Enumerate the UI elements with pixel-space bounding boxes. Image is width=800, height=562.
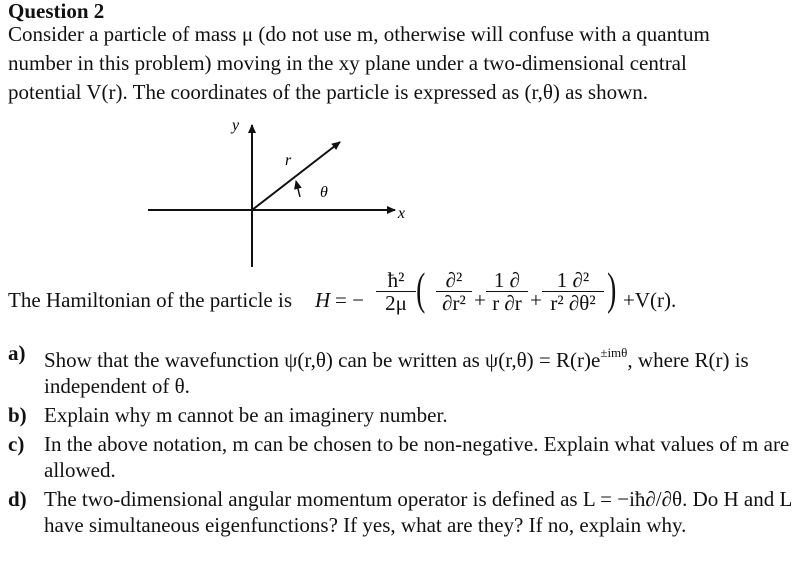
right-paren: ) [607, 263, 617, 314]
question-intro [8, 20, 783, 107]
question-title: Question 2 [8, 0, 105, 23]
coefficient-denominator: 2μ [385, 291, 407, 315]
question-item-b [8, 402, 793, 428]
item-text: Show that the wavefunction ψ(r,θ) can be written as ψ(r,θ) = R(r)e [44, 348, 601, 372]
question-items [8, 340, 793, 541]
hamiltonian-equation [8, 263, 788, 338]
radial-first-derivative [486, 270, 528, 313]
plus-sign: + [530, 288, 542, 312]
r-label: r [285, 152, 292, 169]
potential-term: +V(r). [623, 288, 677, 312]
hamiltonian-lead: The Hamiltonian of the particle is [8, 288, 292, 312]
exponent: ±imθ [600, 345, 628, 360]
term1-numerator: ∂² [445, 268, 463, 292]
item-label: b) [8, 403, 27, 427]
intro-line: potential V(r). The coordinates of the particle is expressed as (r,θ) as shown. [8, 80, 648, 104]
question-item-d [8, 486, 793, 538]
hamiltonian-h: H [315, 288, 331, 312]
item-label: a) [8, 341, 26, 365]
item-label: c) [8, 432, 25, 456]
plus-sign: + [474, 288, 486, 312]
term3-denominator: r² ∂θ² [550, 291, 596, 315]
item-label: d) [8, 487, 27, 511]
radial-second-derivative [436, 270, 472, 313]
left-paren: ( [416, 263, 426, 314]
theta-arrow [296, 181, 300, 197]
term2-denominator: r ∂r [492, 291, 522, 315]
theta-label: θ [320, 184, 328, 201]
question-item-c [8, 431, 793, 483]
term3-numerator: 1 ∂² [556, 268, 590, 292]
hamiltonian-coefficient [376, 270, 416, 313]
term2-numerator: 1 ∂ [493, 268, 521, 292]
coefficient-numerator: ħ² [387, 268, 405, 292]
item-text: The two-dimensional angular momentum operator is defined as L = −iħ∂/∂θ. Do H and L have simultaneous eigenfunctions? If yes, what are they? If no, explain why. [44, 487, 792, 537]
item-text: In the above notation, m can be chosen to be non-negative. Explain what values of m are allowed. [44, 432, 790, 482]
intro-line: number in this problem) moving in the xy plane under a two-dimensional central [8, 51, 687, 75]
intro-line: Consider a particle of mass μ (do not use m, otherwise will confuse with a quantum [8, 22, 710, 46]
hamiltonian-eq: = − [335, 288, 364, 312]
x-axis-label: x [397, 205, 405, 222]
term1-denominator: ∂r² [442, 291, 466, 315]
item-text: Explain why m cannot be an imaginery number. [44, 403, 448, 427]
y-axis-label: y [232, 117, 240, 134]
item-text: , where R(r) is independent of θ. [44, 348, 749, 398]
question-item-a [8, 340, 793, 399]
coordinate-figure [140, 115, 410, 273]
angular-derivative [542, 270, 604, 313]
